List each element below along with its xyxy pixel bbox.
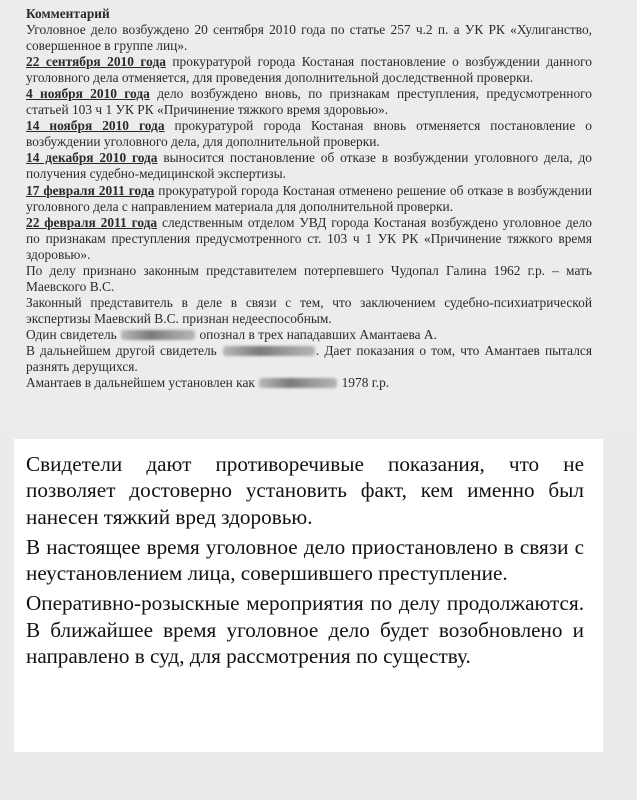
comment-text: дело возбуждено вновь, по признакам преступления, предусмотренного статьей 103 ч 1 УК РК «Причинение тяжкого время здоровью». — [26, 86, 592, 118]
comment-paragraph — [26, 295, 592, 327]
comment-paragraph — [26, 327, 592, 343]
summary-paragraph: Оперативно-розыскные мероприятия по делу продолжаются. В ближайшее время уголовное дело будет возобновлено и направлено в суд, для рассмотрения по существу. — [26, 591, 584, 669]
summary-block — [26, 451, 584, 669]
summary-paragraph: Свидетели дают противоречивые показания, что не позволяет достоверно установить факт, кем именно был нанесен тяжкий вред здоровью. — [26, 452, 584, 529]
comment-paragraph — [26, 215, 592, 263]
redacted-name-mark — [259, 378, 337, 388]
comment-text: 1978 г.р. — [338, 375, 390, 391]
event-date: 22 февраля 2011 года — [26, 214, 158, 230]
comment-paragraph — [26, 86, 592, 118]
comment-paragraph — [26, 183, 592, 215]
comment-paragraph — [26, 54, 592, 86]
comment-paragraph — [26, 375, 592, 391]
comment-text: Амантаев в дальнейшем установлен как — [26, 375, 259, 391]
event-date: 17 февраля 2011 года — [26, 182, 155, 198]
event-date: 4 ноября 2010 года — [26, 86, 150, 102]
comment-paragraph — [26, 343, 592, 375]
comment-paragraph — [26, 118, 592, 150]
comment-block — [26, 6, 592, 391]
comment-paragraph — [26, 22, 592, 54]
comment-text: В дальнейшем другой свидетель — [26, 342, 222, 358]
redacted-name-mark — [121, 330, 195, 340]
comment-text: . Дает показания о том, что Амантаев пытался разнять дерущихся. — [26, 342, 592, 375]
redacted-name-mark — [223, 346, 315, 356]
comment-text: Один свидетель — [26, 326, 121, 342]
event-date: 22 сентября 2010 года — [26, 54, 166, 70]
comment-text: По делу признано законным представителем потерпевшего Чудопал Галина 1962 г.р. – мать Маевского В.С. — [26, 262, 592, 294]
summary-panel — [14, 439, 603, 752]
comment-text: Законный представитель в деле в связи с тем, что заключением судебно-психиатрической экспертизы Маевский В.С. признан недееспособным. — [26, 294, 592, 326]
summary-paragraph: В настоящее время уголовное дело приостановлено в связи с неустановлением лица, совершившего преступление. — [26, 534, 584, 586]
event-date: 14 декабря 2010 года — [26, 150, 158, 166]
comment-text: прокуратурой города Костаная вновь отменяется постановление о возбуждении уголовного дела, для дополнительной проверки. — [26, 118, 592, 150]
event-date: 14 ноября 2010 года — [26, 118, 165, 134]
comment-heading: Комментарий — [26, 6, 110, 21]
comment-paragraph — [26, 150, 592, 182]
comment-text: опознал в трех нападавших Амантаева А. — [196, 326, 437, 342]
comment-text: прокуратурой города Костаная постановление о возбуждении данного уголовного дела отменяется, для проведения дополнительной доследственной проверки. — [26, 54, 592, 86]
comment-text: следственным отделом УВД города Костаная возбуждено уголовное дело по признакам преступления предусмотренного ст. 103 ч 1 УК РК «Причинение тяжкого время здоровью». — [26, 214, 592, 262]
comment-text: Уголовное дело возбуждено 20 сентября 2010 года по статье 257 ч.2 п. а УК РК «Хулиганство, совершенное в группе лиц». — [26, 22, 592, 54]
comment-text: выносится постановление об отказе в возбуждении уголовного дела, до получения судебно-медицинской экспертизы. — [26, 150, 592, 182]
comment-paragraph — [26, 263, 592, 295]
comment-text: прокуратурой города Костаная отменено решение об отказе в возбуждении уголовного дела с направлением материала для дополнительной проверки. — [26, 182, 592, 214]
